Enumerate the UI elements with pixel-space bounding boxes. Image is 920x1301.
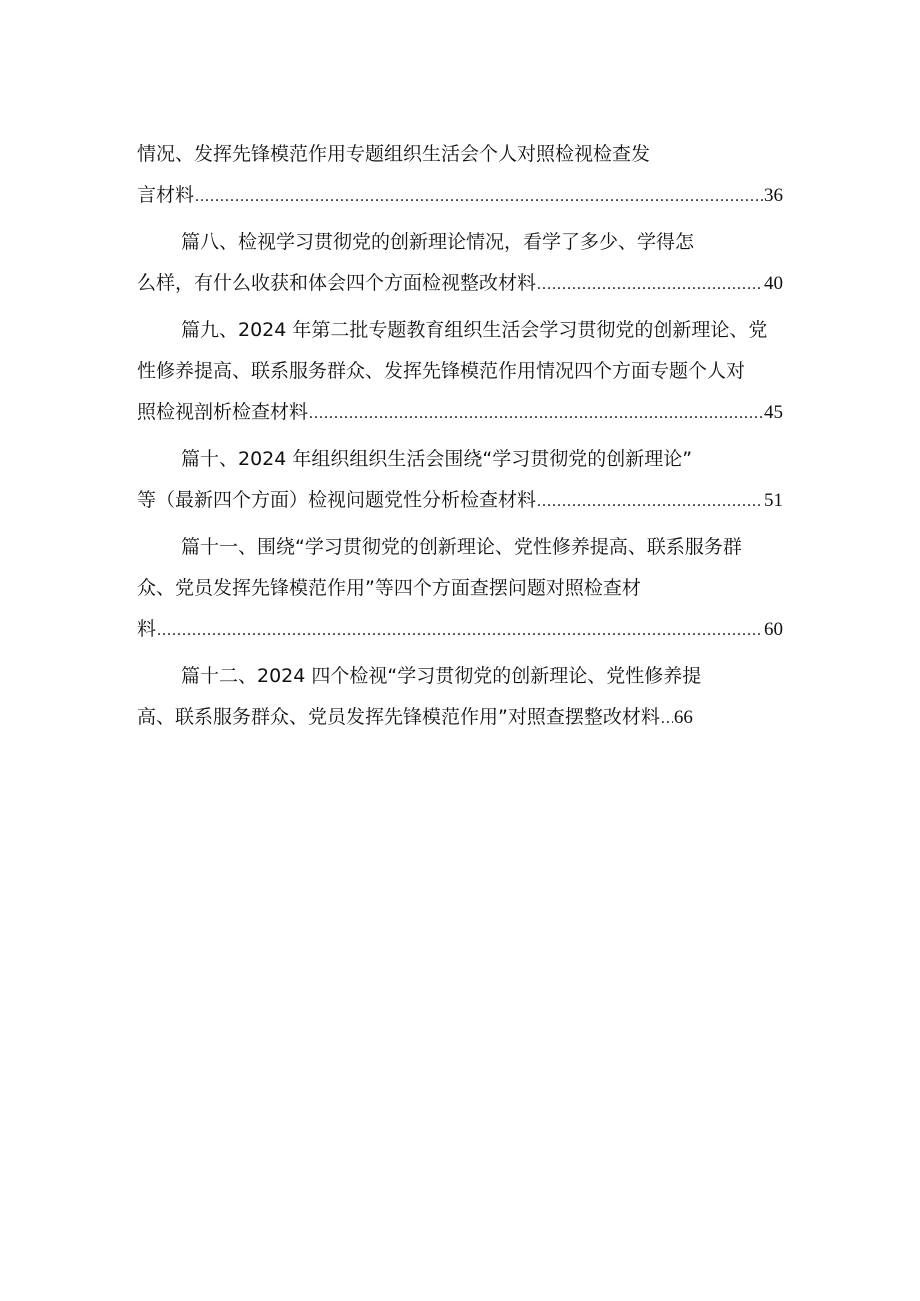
page-number: 40 (764, 273, 783, 294)
page-number: 66 (673, 707, 693, 728)
dot-leader (537, 486, 763, 518)
toc-entry-leader-line (137, 701, 783, 742)
page-number: 36 (764, 185, 783, 206)
toc-entry-9[interactable] (137, 314, 783, 437)
toc-entry-text: 么样，有什么收获和体会四个方面检视整改材料 (137, 272, 537, 294)
dot-leader (157, 615, 763, 647)
toc-entry-text: 高、联系服务群众、党员发挥先锋模范作用”对照查摆整改材料 (137, 706, 660, 728)
toc-entry-text: 篇十、2024 年组织组织生活会围绕“学习贯彻党的创新理论” (181, 448, 693, 470)
toc-entry-text: 料 (137, 618, 157, 640)
toc-entry-text: 等（最新四个方面）检视问题党性分析检查材料 (137, 489, 537, 511)
toc-entry-text: 性修养提高、联系服务群众、发挥先锋模范作用情况四个方面专题个人对 (137, 360, 746, 382)
toc-entry-7[interactable] (137, 138, 783, 220)
page-number: 60 (764, 619, 783, 640)
toc-entry-10[interactable] (137, 443, 783, 525)
dot-leader (661, 703, 673, 735)
dot-leader (195, 181, 763, 213)
toc-entry-text: 照检视剖析检查材料 (137, 401, 309, 423)
toc-entry-text: 众、党员发挥先锋模范作用”等四个方面查摆问题对照检查材 (137, 577, 641, 599)
dot-leader (309, 398, 763, 430)
toc-entry-leader-line (137, 484, 783, 525)
toc-entry-text: 篇八、检视学习贯彻党的创新理论情况，看学了多少、学得怎 (181, 231, 695, 253)
page-number: 45 (764, 402, 783, 423)
toc-entry-12[interactable] (137, 660, 783, 742)
toc-entry-11[interactable] (137, 531, 783, 654)
toc-entry-text: 言材料 (137, 184, 195, 206)
toc-entry-leader-line (137, 613, 783, 654)
toc-entry-text: 篇十一、围绕“学习贯彻党的创新理论、党性修养提高、联系服务群 (181, 536, 742, 558)
page-number: 51 (764, 490, 783, 511)
toc-entry-text: 篇十二、2024 四个检视“学习贯彻党的创新理论、党性修养提 (181, 665, 702, 687)
toc-entry-leader-line (137, 267, 783, 308)
toc-entry-text: 篇九、2024 年第二批专题教育组织生活会学习贯彻党的创新理论、党 (181, 319, 768, 341)
toc-entry-text: 情况、发挥先锋模范作用专题组织生活会个人对照检视检查发 (137, 143, 651, 165)
toc-entry-leader-line (137, 396, 783, 437)
table-of-contents (137, 138, 783, 742)
toc-entry-leader-line (137, 179, 783, 220)
dot-leader (537, 269, 763, 301)
toc-entry-8[interactable] (137, 226, 783, 308)
